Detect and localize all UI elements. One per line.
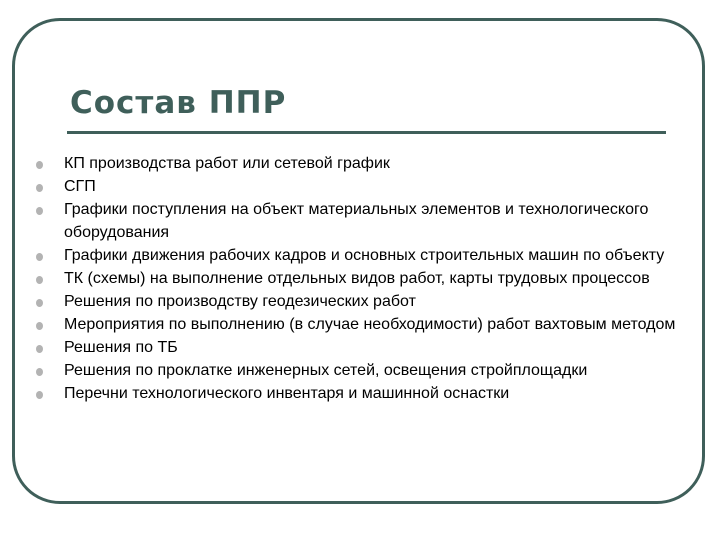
- bullet-text: Мероприятия по выполнению (в случае необходимости) работ вахтовым методом: [64, 316, 676, 333]
- bullet-text: Решения по производству геодезических работ: [64, 293, 416, 310]
- bullet-dot-icon: [36, 368, 43, 376]
- bullet-text: ТК (схемы) на выполнение отдельных видов работ, карты трудовых процессов: [64, 270, 650, 287]
- bullet-text: Перечни технологического инвентаря и машинной оснастки: [64, 385, 510, 402]
- bullet-item: [36, 267, 676, 290]
- bullet-text: Графики движения рабочих кадров и основных строительных машин по объекту: [64, 247, 665, 264]
- bullet-item: [36, 244, 676, 267]
- bullet-item: [36, 290, 676, 313]
- bullet-text: Графики поступления на объект материальных элементов и технологического оборудования: [64, 201, 649, 241]
- bullet-item: [36, 175, 676, 198]
- bullet-list: [36, 152, 676, 405]
- bullet-dot-icon: [36, 207, 43, 215]
- bullet-item: [36, 359, 676, 382]
- bullet-item: [36, 198, 676, 244]
- bullet-dot-icon: [36, 345, 43, 353]
- bullet-dot-icon: [36, 276, 43, 284]
- bullet-dot-icon: [36, 161, 43, 169]
- bullet-item: [36, 313, 676, 336]
- bullet-text: СГП: [64, 178, 96, 195]
- bullet-dot-icon: [36, 299, 43, 307]
- bullet-item: [36, 336, 676, 359]
- bullet-text: Решения по ТБ: [64, 339, 178, 356]
- bullet-dot-icon: [36, 184, 43, 192]
- bullet-dot-icon: [36, 253, 43, 261]
- bullet-text: Решения по проклатке инженерных сетей, освещения стройплощадки: [64, 362, 588, 379]
- bullet-item: [36, 152, 676, 175]
- slide-title: Состав ППР: [70, 85, 287, 121]
- bullet-dot-icon: [36, 322, 43, 330]
- bullet-text: КП производства работ или сетевой график: [64, 155, 390, 172]
- bullet-dot-icon: [36, 391, 43, 399]
- title-divider: [67, 131, 666, 134]
- bullet-item: [36, 382, 676, 405]
